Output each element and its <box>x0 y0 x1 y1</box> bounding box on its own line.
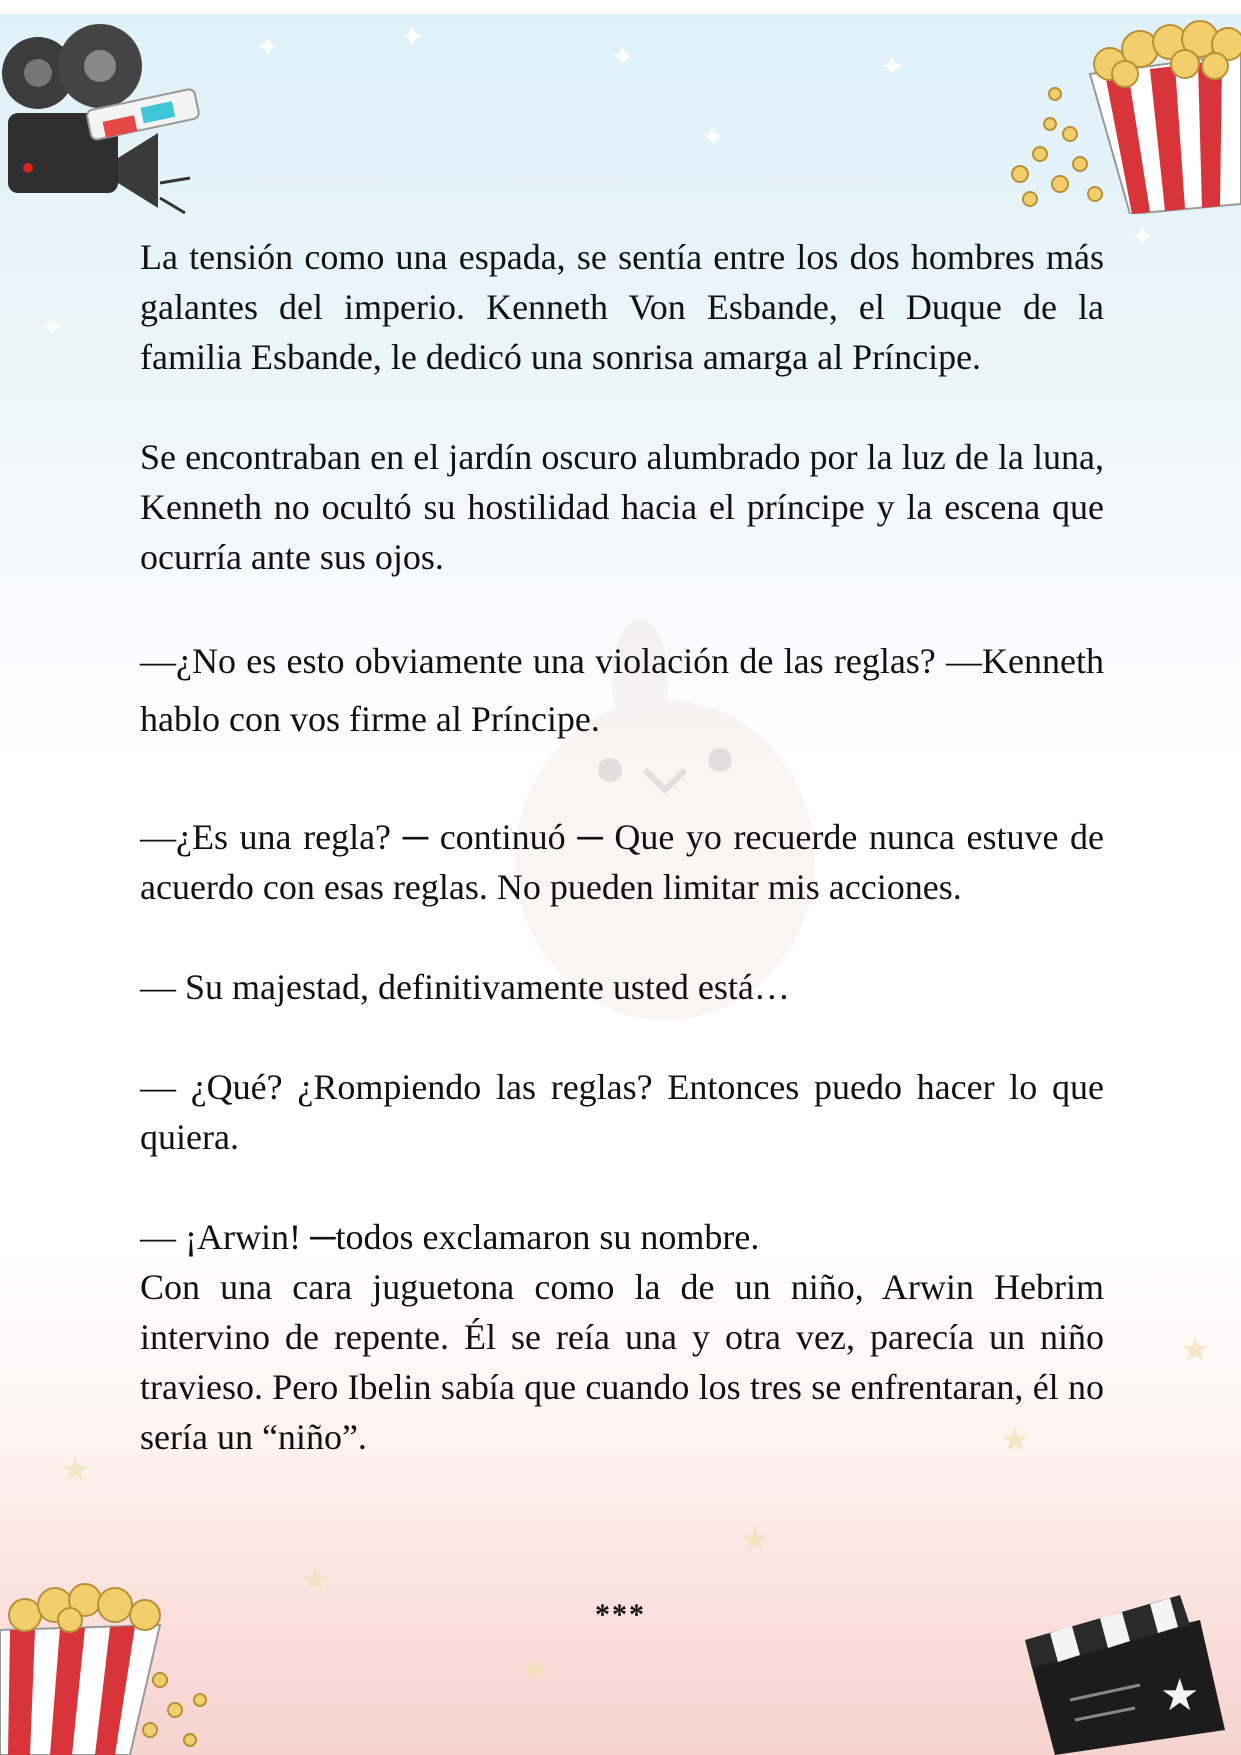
story-page <box>140 232 1104 1462</box>
sparkle-icon: ✦ <box>880 51 906 84</box>
popcorn-icon <box>1000 14 1241 214</box>
star-icon: ★ <box>520 1652 551 1689</box>
svg-text:★: ★ <box>1160 1670 1200 1721</box>
paragraph-8: Con una cara juguetona como la de un niño, Arwin Hebrim intervino de repente. Él se reía una y otra vez, parecía un niño travieso. Pero Ibelin sabía que cuando los tres se enfrentaran, él no sería un “niño”. <box>140 1267 1104 1457</box>
paragraph-2: Se encontraban en el jardín oscuro alumbrado por la luz de la luna, Kenneth no ocultó su hostilidad hacia el príncipe y la escena que ocurría ante sus ojos. <box>140 437 1104 577</box>
section-divider: *** <box>595 1598 646 1631</box>
paragraph-3: —¿No es esto obviamente una violación de las reglas? —Kenneth hablo con vos firme al Príncipe. <box>140 641 1104 739</box>
sparkle-icon: ✦ <box>700 121 726 154</box>
paragraph-5: — Su majestad, definitivamente usted está… <box>140 967 790 1007</box>
paragraph-7: — ¡Arwin! ─todos exclamaron su nombre. <box>140 1217 760 1257</box>
star-icon: ★ <box>60 1452 91 1489</box>
sparkle-icon: ✦ <box>40 311 66 344</box>
star-icon: ★ <box>740 1522 771 1559</box>
paragraph-1: La tensión como una espada, se sentía entre los dos hombres más galantes del imperio. Kenneth Von Esbande, el Duque de la familia Esbande, le dedicó una sonrisa amarga al Príncipe. <box>140 237 1104 377</box>
sparkle-icon: ✦ <box>255 31 281 64</box>
paragraph-4: —¿Es una regla? ─ continuó ─ Que yo recuerde nunca estuve de acuerdo con esas reglas. No pueden limitar mis acciones. <box>140 817 1104 907</box>
star-icon: ★ <box>300 1562 331 1599</box>
sparkle-icon: ✦ <box>610 41 636 74</box>
sparkle-icon: ✦ <box>1130 221 1156 254</box>
sparkle-icon: ✦ <box>400 21 426 54</box>
film-camera-icon <box>0 18 200 228</box>
paragraph-6: — ¿Qué? ¿Rompiendo las reglas? Entonces puedo hacer lo que quiera. <box>140 1067 1104 1157</box>
star-icon: ★ <box>1180 1332 1211 1369</box>
star-icon: ★ <box>1000 1422 1031 1459</box>
